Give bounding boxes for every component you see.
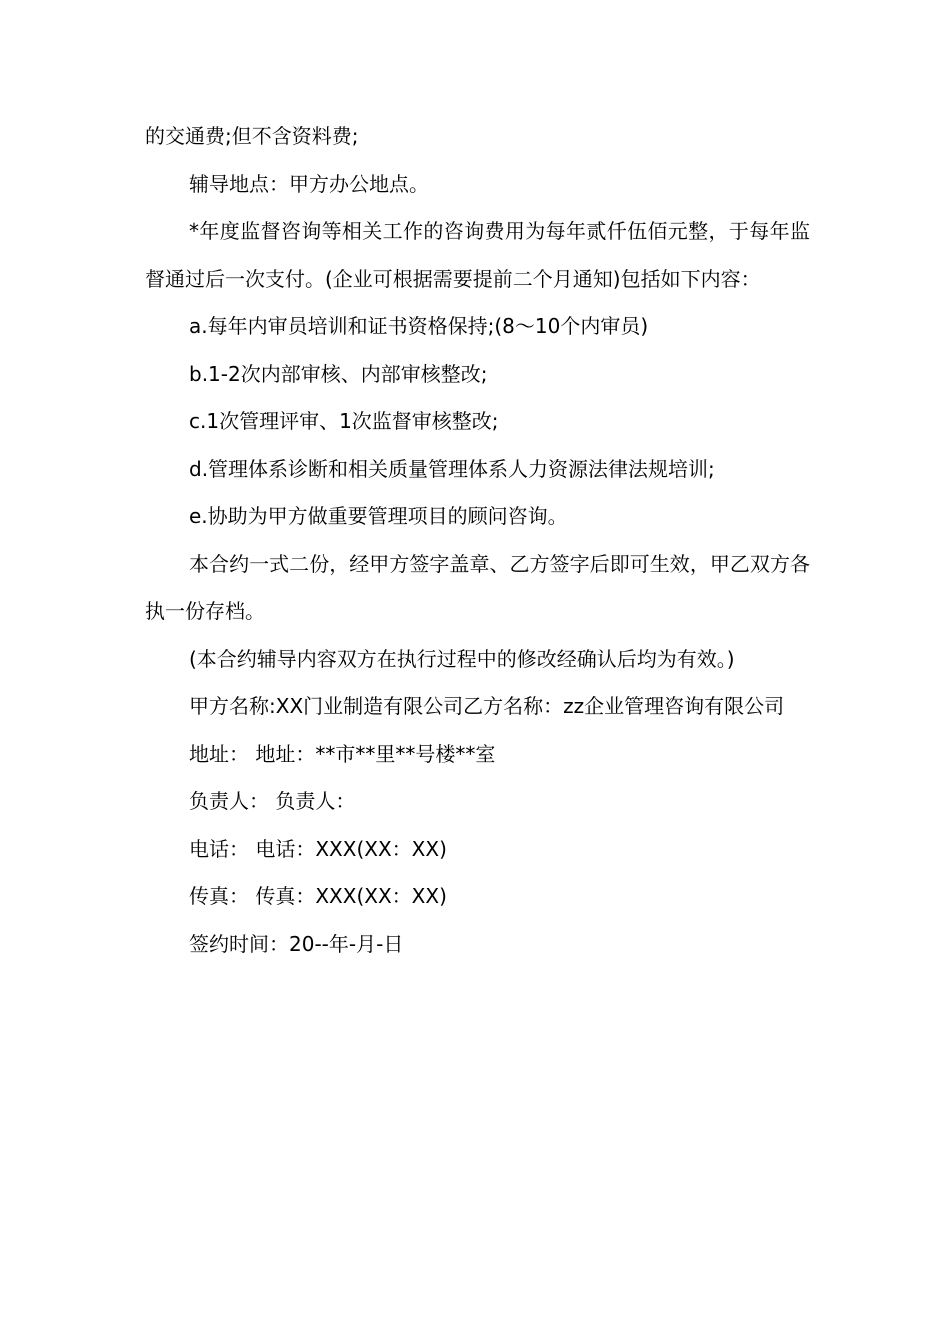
list-item-e: e.协助为甲方做重要管理项目的顾问咨询。: [189, 504, 568, 528]
paragraph-copies: 本合约一式二份，经甲方签字盖章、乙方签字后即可生效，甲乙双方各执一份存档。: [145, 551, 810, 623]
field-address: 地址： 地址：**市**里**号楼**室: [189, 741, 496, 766]
document-body: [145, 113, 810, 968]
paragraph-annual-fee: *年度监督咨询等相关工作的咨询费用为每年贰仟伍佰元整，于每年监督通过后一次支付。(企业可根据需要提前二个月通知)包括如下内容：: [145, 219, 810, 291]
field-phone: 电话： 电话：XXX(XX：XX): [189, 836, 447, 861]
field-signing-date: 签约时间：20--年-月-日: [189, 931, 404, 956]
list-item-a: a.每年内审员培训和证书资格保持;(8～10个内审员): [189, 314, 649, 338]
paragraph-tutoring-location: 辅导地点：甲方办公地点。: [189, 171, 429, 196]
list-item-b: b.1-2次内部审核、内部审核整改;: [189, 361, 488, 386]
list-item-c: c.1次管理评审、1次监督审核整改;: [189, 409, 499, 433]
paragraph-party-names: 甲方名称:XX门业制造有限公司乙方名称：zz企业管理咨询有限公司: [189, 694, 785, 718]
field-responsible-person: 负责人： 负责人：: [189, 789, 356, 813]
paragraph-modification-note: (本合约辅导内容双方在执行过程中的修改经确认后均为有效。): [189, 646, 735, 671]
paragraph-transport-fee: 的交通费;但不含资料费;: [145, 124, 359, 148]
list-item-d: d.管理体系诊断和相关质量管理体系人力资源法律法规培训;: [189, 456, 715, 481]
field-fax: 传真： 传真：XXX(XX：XX): [189, 884, 447, 908]
